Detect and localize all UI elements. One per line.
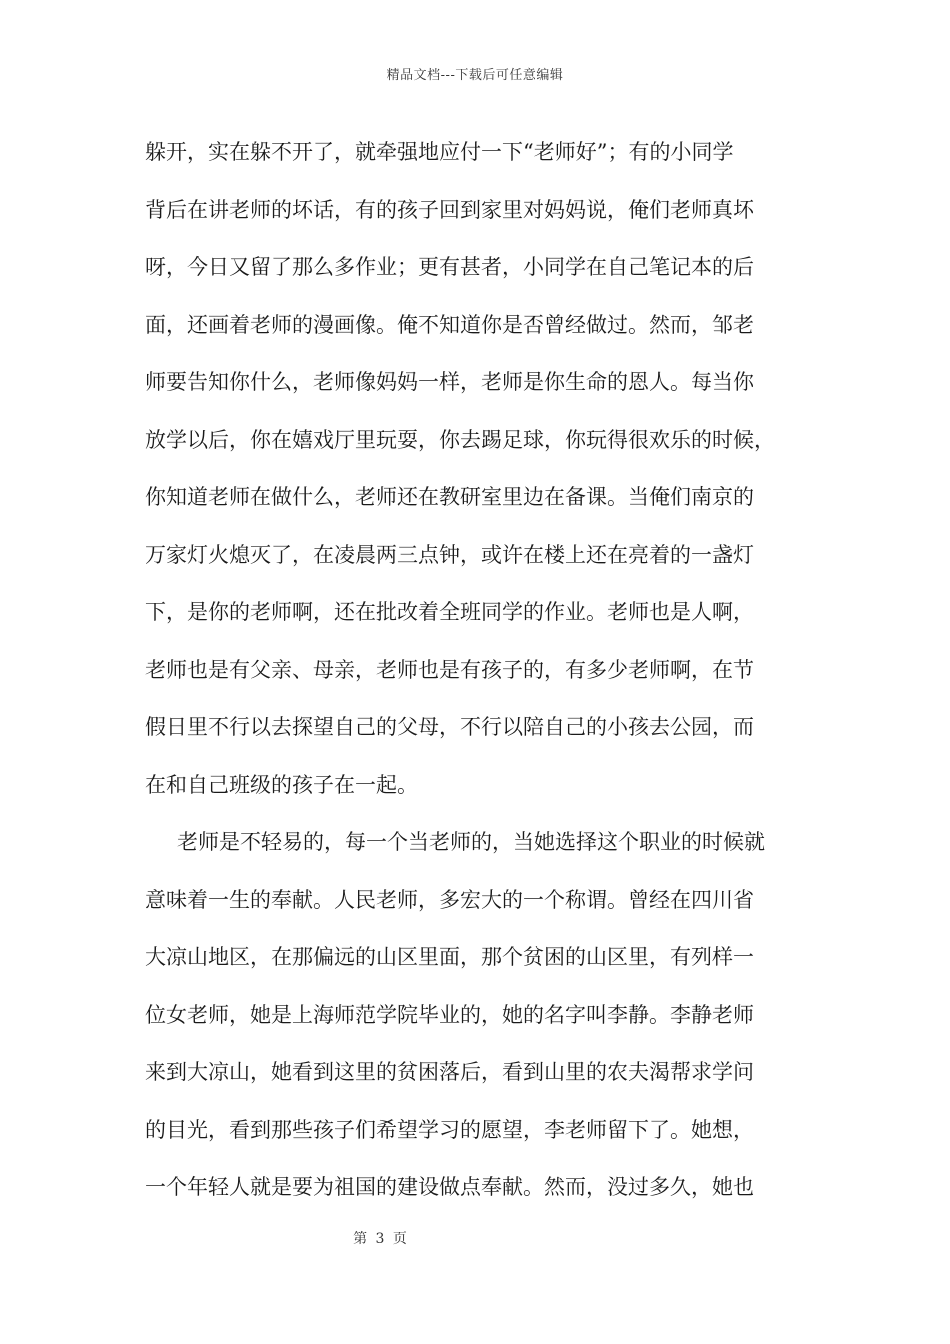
text-line: 面，还画着老师的漫画像。俺不知道你是否曾经做过。然而，邹老: [145, 312, 754, 337]
paragraph-1: [145, 124, 810, 814]
text-line: 躲开，实在躲不开了，就牵强地应付一下“老师好”；有的小同学: [145, 140, 734, 164]
text-line: 的目光，看到那些孩子们希望学习的愿望，李老师留下了。她想，: [145, 1117, 754, 1142]
paragraph-2: [145, 814, 810, 1217]
text-line: 背后在讲老师的坏话，有的孩子回到家里对妈妈说，俺们老师真坏: [145, 197, 754, 222]
page-prefix: 第: [353, 1231, 368, 1247]
text-line: 大凉山地区，在那偏远的山区里面，那个贫困的山区里，有列样一: [145, 945, 754, 969]
document-body: [145, 124, 810, 1217]
page-suffix: 页: [392, 1231, 407, 1247]
text-line: 万家灯火熄灭了，在凌晨两三点钟，或许在楼上还在亮着的一盏灯: [145, 542, 754, 567]
text-line: 意味着一生的奉献。人民老师，多宏大的一个称谓。曾经在四川省: [145, 887, 754, 912]
text-line: 老师是不轻易的，每一个当老师的，当她选择这个职业的时候就: [177, 830, 765, 854]
page-footer: [0, 1228, 760, 1248]
text-line: 老师也是有父亲、母亲，老师也是有孩子的，有多少老师啊，在节: [145, 657, 754, 682]
text-line: 放学以后，你在嬉戏厅里玩耍，你去踢足球，你玩得很欢乐的时候，: [145, 427, 775, 452]
text-line: 在和自己班级的孩子在一起。: [145, 772, 418, 797]
text-line: 你知道老师在做什么，老师还在教研室里边在备课。当俺们南京的: [145, 485, 754, 509]
page-number: 3: [375, 1231, 385, 1247]
text-line: 呀，今日又留了那么多作业；更有甚者，小同学在自己笔记本的后: [145, 255, 754, 279]
text-line: 位女老师，她是上海师范学院毕业的，她的名字叫李静。李静老师: [145, 1002, 754, 1027]
text-line: 来到大凉山，她看到这里的贫困落后，看到山里的农夫渴帮求学问: [145, 1060, 754, 1084]
text-line: 下，是你的老师啊，还在批改着全班同学的作业。老师也是人啊，: [145, 600, 754, 624]
text-line: 一个年轻人就是要为祖国的建设做点奉献。然而，没过多久，她也: [145, 1175, 754, 1199]
page-header: 精品文档---下载后可任意编辑: [386, 68, 564, 83]
text-line: 师要告知你什么，老师像妈妈一样，老师是你生命的恩人。每当你: [145, 370, 754, 394]
text-line: 假日里不行以去探望自己的父母，不行以陪自己的小孩去公园，而: [145, 715, 754, 739]
